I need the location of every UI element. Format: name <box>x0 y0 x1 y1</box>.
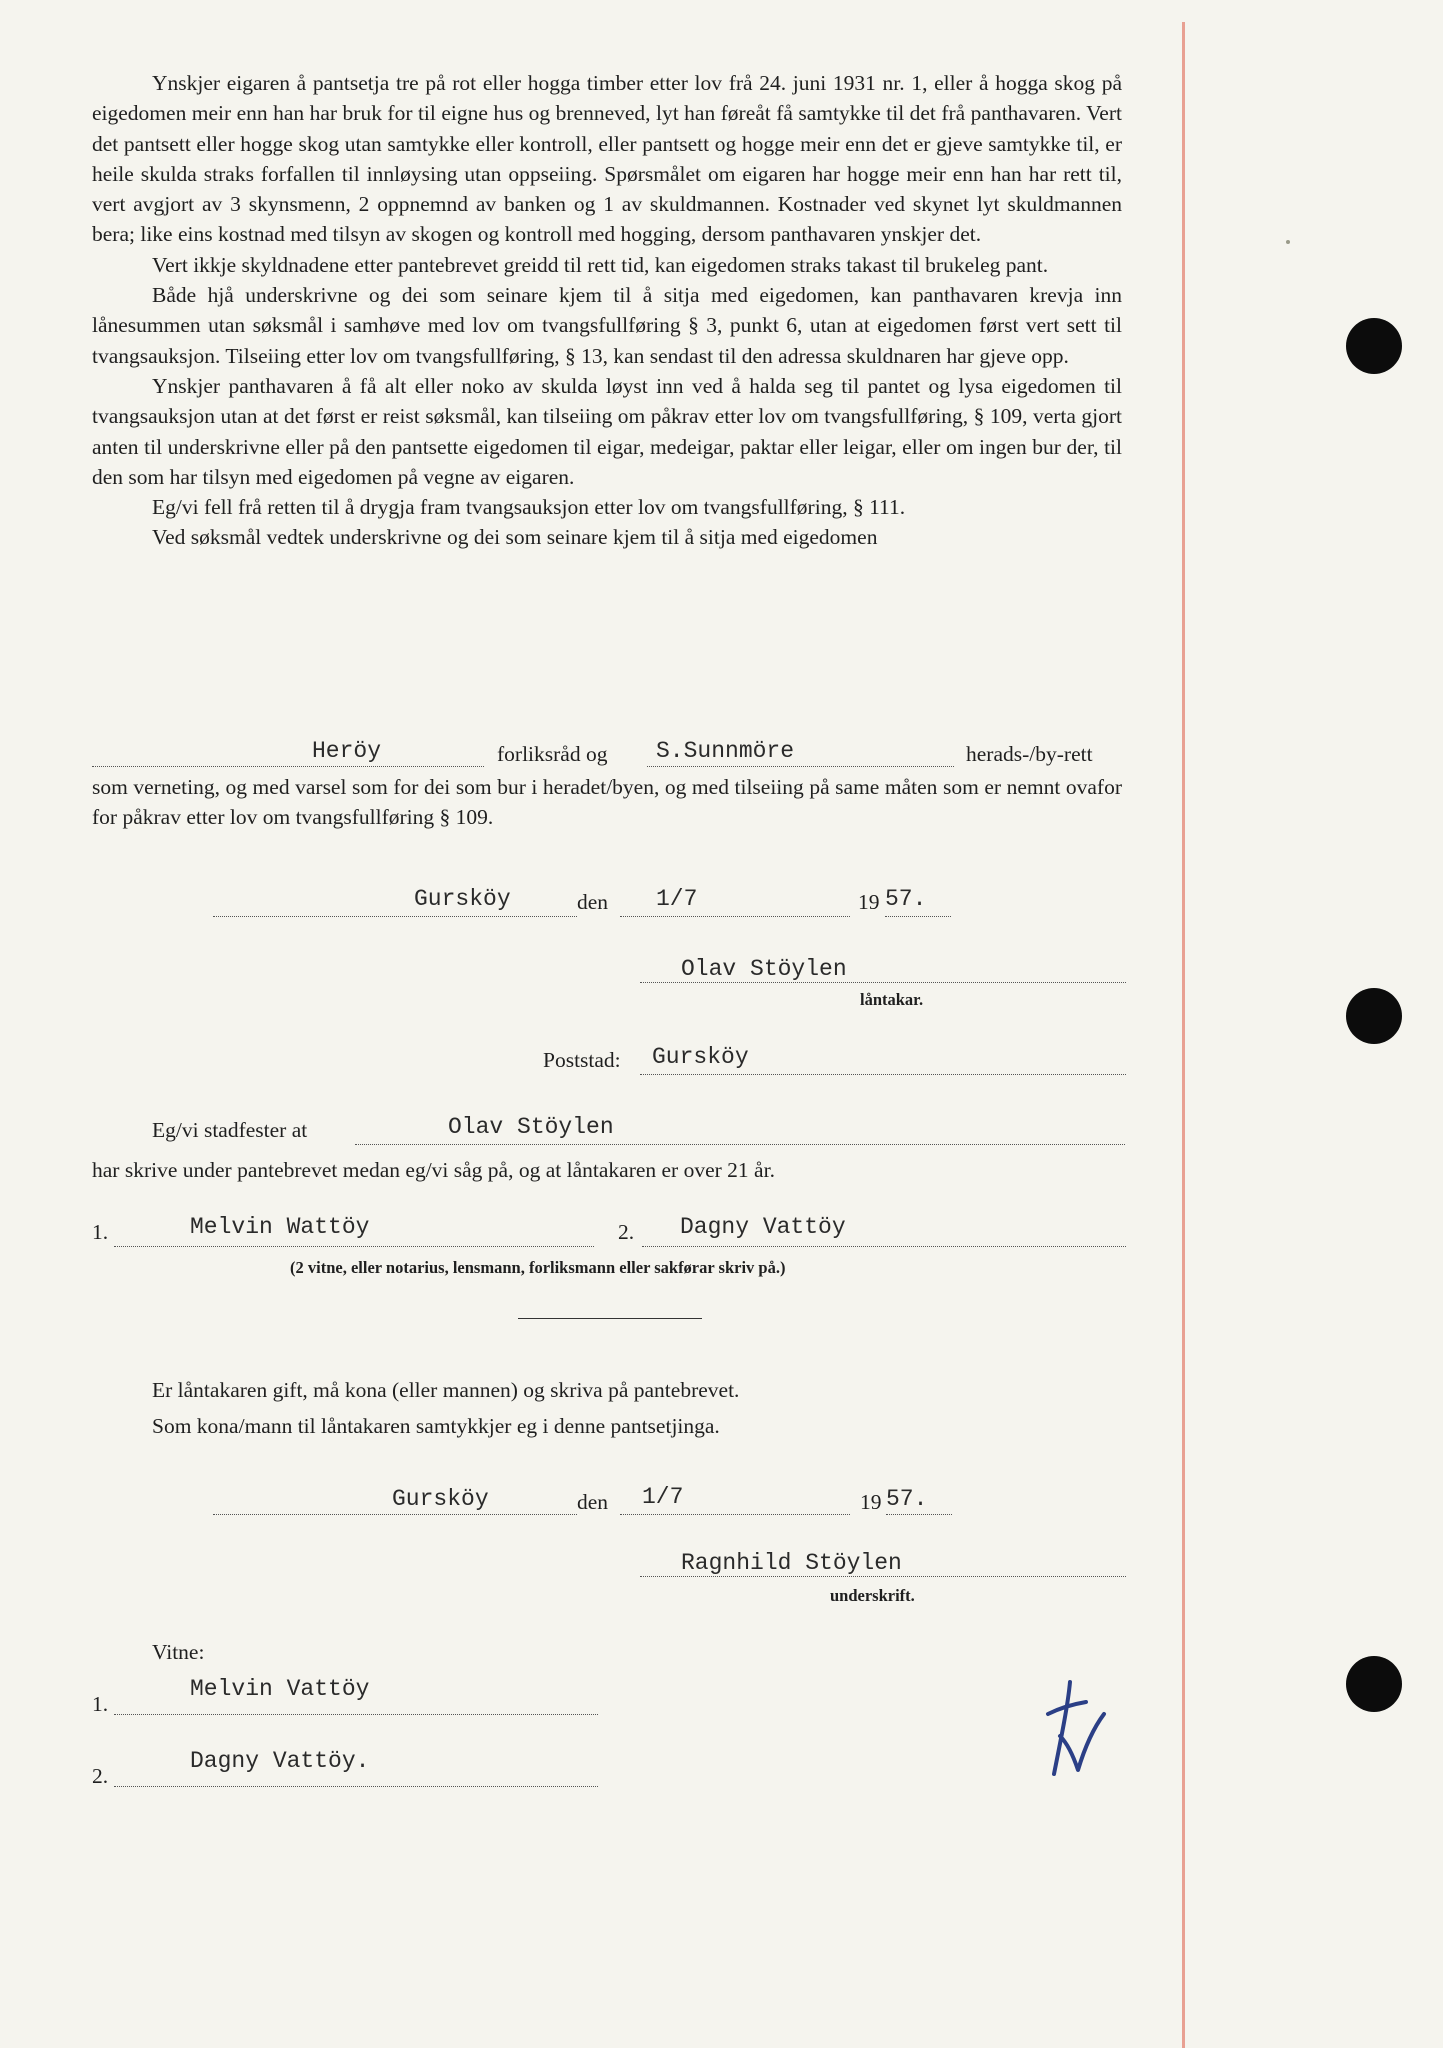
poststad-label: Poststad: <box>543 1048 621 1072</box>
date-blank-2 <box>620 1514 850 1515</box>
paper-speck <box>1286 240 1290 244</box>
paragraph-venue-intro: Ved søksmål vedtek underskrivne og dei som seinare kjem til å sitja med eigedomen <box>152 525 878 550</box>
witness-1: Melvin Wattöy <box>190 1214 370 1240</box>
binder-hole-middle <box>1346 988 1402 1044</box>
terms-text <box>92 68 1122 553</box>
herad-blank <box>647 766 954 767</box>
herad-value: S.Sunnmöre <box>656 738 795 764</box>
spouse-signature: Ragnhild Stöylen <box>681 1550 902 1576</box>
binder-hole-top <box>1346 318 1402 374</box>
witness2-blank-1 <box>114 1714 598 1715</box>
borrower-signature-line <box>640 982 1126 983</box>
place-2: Gursköy <box>392 1486 489 1512</box>
binder-hole-bottom <box>1346 1656 1402 1712</box>
year-suffix-1: 57. <box>885 886 927 912</box>
separator-rule <box>518 1318 702 1319</box>
spouse-line-1: Er låntakaren gift, må kona (eller mannen) og skriva på pantebrevet. <box>152 1378 740 1402</box>
witness-blank-1 <box>114 1246 594 1247</box>
borrower-signature: Olav Stöylen <box>681 956 847 982</box>
witness2-blank-2 <box>114 1786 598 1787</box>
place-blank-1 <box>213 916 577 917</box>
herad-label: herads-/by-rett <box>966 742 1093 766</box>
date-1: 1/7 <box>656 886 698 912</box>
witness-2: Dagny Vattöy <box>680 1214 846 1240</box>
forliksraad-value: Heröy <box>312 738 382 764</box>
red-margin-line <box>1182 22 1185 2048</box>
confirmation-name: Olav Stöylen <box>448 1114 614 1140</box>
year-prefix-1: 19 <box>858 890 880 914</box>
witness-blank-2 <box>642 1246 1126 1247</box>
date-2: 1/7 <box>642 1484 684 1510</box>
witness2-number-1: 1. <box>92 1692 109 1716</box>
paragraph-default: Vert ikkje skyldnadene etter pantebrevet greidd til rett tid, kan eigedomen straks takast til brukeleg pant. <box>152 252 1049 277</box>
spouse-signature-caption: underskrift. <box>830 1586 915 1605</box>
year-blank-2 <box>886 1514 952 1515</box>
witness2-number-2: 2. <box>92 1764 109 1788</box>
witness-note: (2 vitne, eller notarius, lensmann, forliksmann eller sakførar skriv på.) <box>290 1258 786 1277</box>
witness2-1: Melvin Vattöy <box>190 1676 370 1702</box>
witness-heading: Vitne: <box>152 1640 205 1664</box>
den-label-1: den <box>577 890 609 914</box>
confirmation-text: har skrive under pantebrevet medan eg/vi såg på, og at låntakaren er over 21 år. <box>92 1158 775 1182</box>
date-blank-1 <box>620 916 850 917</box>
place-blank-2 <box>213 1514 577 1515</box>
confirmation-intro: Eg/vi stadfester at <box>152 1118 308 1142</box>
paragraph-waiver: Eg/vi fell frå retten til å drygja fram tvangsauksjon etter lov om tvangsfullføring, § 111. <box>152 495 906 520</box>
borrower-caption: låntakar. <box>860 990 924 1009</box>
witness-number-2: 2. <box>618 1220 635 1244</box>
spouse-line-2: Som kona/mann til låntakaren samtykkjer eg i denne pantsetjinga. <box>152 1414 720 1438</box>
spouse-signature-line <box>640 1576 1126 1577</box>
year-blank-1 <box>885 916 951 917</box>
paragraph-collection: Både hjå underskrivne og dei som seinare kjem til å sitja med eigedomen, kan panthavaren krevja inn lånesummen utan søksmål i samhøve med lov om tvangsfullføring § 3, punkt 6, utan at eigedomen først vert sett til tvangsauksjon. Tilseiing etter lov om tvangsfullføring, § 13, kan sendast til den adressa skuldnaren har gjeve opp. <box>92 283 1122 368</box>
witness2-2: Dagny Vattöy. <box>190 1748 370 1774</box>
paragraph-forestry: Ynskjer eigaren å pantsetja tre på rot eller hogga timber etter lov frå 24. juni 1931 nr. 1, eller å hogga skog på eigedomen meir enn han har bruk for til eigne hus og brenneved, lyt han føreåt få samtykke til det frå panthavaren. Vert det pantsett eller hogge skog utan samtykke eller kontroll, eller pantsett og hogge meir enn det er gjeve samtykke til, er heile skulda straks forfallen til innløysing utan oppseiing. Spørsmålet om eigaren har hogge meir enn han har rett til, vert avgjort av 3 skynsmenn, 2 oppnemnd av banken og 1 av skuldmannen. Kostnader ved skynet lyt skuldmannen bera; like eins kostnad med tilsyn av skogen og kontroll med hogging, dersom panthavaren ynskjer det. <box>92 71 1122 247</box>
witness-number-1: 1. <box>92 1220 109 1244</box>
year-suffix-2: 57. <box>886 1486 928 1512</box>
handwritten-initials <box>1040 1674 1112 1786</box>
poststad-blank <box>640 1074 1126 1075</box>
confirmation-blank <box>355 1144 1125 1145</box>
poststad-value: Gursköy <box>652 1044 749 1070</box>
place-1: Gursköy <box>414 886 511 912</box>
paragraph-auction-notice: Ynskjer panthavaren å få alt eller noko av skulda løyst inn ved å halda seg til pantet og lysa eigedomen til tvangsauksjon utan at det først er reist søksmål, kan tilseiing om påkrav etter lov om tvangsfullføring, § 109, verta gjort anten til underskrivne eller på den pantsette eigedomen til eigar, medeigar, paktar eller leigar, eller om ingen bur der, til den som har tilsyn med eigedomen på vegne av eigaren. <box>92 373 1122 489</box>
den-label-2: den <box>577 1490 609 1514</box>
year-prefix-2: 19 <box>860 1490 882 1514</box>
forliksraad-label: forliksråd og <box>497 742 608 766</box>
forliksraad-blank <box>92 766 484 767</box>
venue-continuation: som verneting, og med varsel som for dei som bur i heradet/byen, og med tilseiing på same måten som er nemnt ovafor for påkrav etter lov om tvangsfullføring § 109. <box>92 775 1122 830</box>
